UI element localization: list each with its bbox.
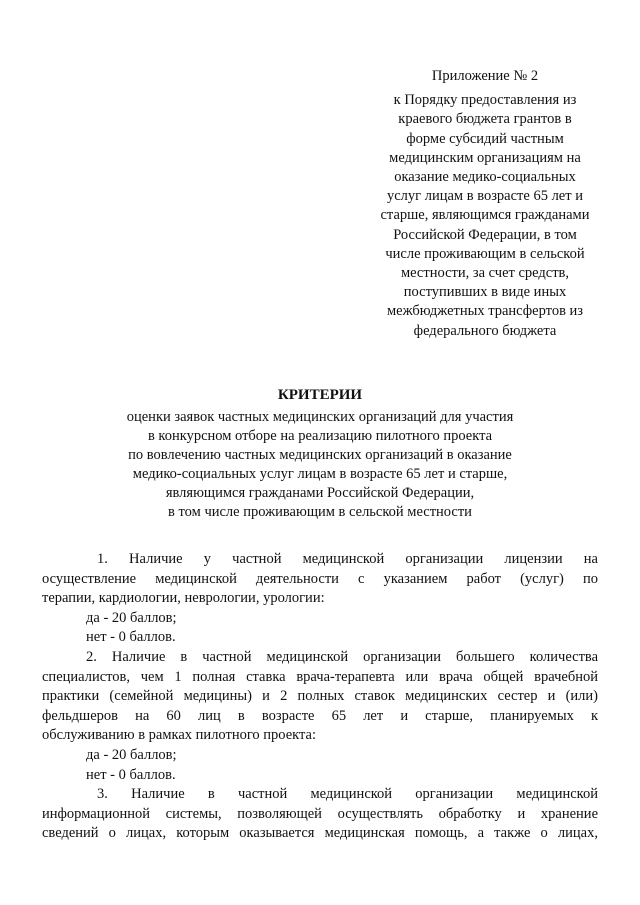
appendix-line: медицинским организациям на <box>389 149 581 166</box>
criteria-subtitle <box>0 408 640 522</box>
subtitle-line: оценки заявок частных медицинских организаций для участия <box>126 409 514 425</box>
subtitle-line: в конкурсном отборе на реализацию пилотного проекта <box>147 428 493 444</box>
criterion-2-line: специалистов, чем 1 полная ставка врача-терапевта или врача общей врачебной <box>42 668 598 685</box>
criteria-body <box>42 550 598 844</box>
appendix-line: оказание медико-социальных <box>394 169 576 186</box>
appendix-line: старше, являющимся гражданами <box>380 207 590 224</box>
appendix-line: услуг лицам в возрасте 65 лет и <box>387 188 583 205</box>
criterion-3-line: сведений о лицах, которым оказывается медицинская помощь, а также о лицах, <box>42 825 598 842</box>
appendix-line: Российской Федерации, в том <box>393 226 577 243</box>
criterion-2-yes: да - 20 баллов; <box>86 746 177 763</box>
appendix-line: поступивших в виде иных <box>403 284 567 301</box>
criterion-1-line: осуществление медицинской деятельности с указанием работ (услуг) по <box>42 570 598 587</box>
appendix-line: краевого бюджета грантов в <box>398 111 572 128</box>
subtitle-line: являющимся гражданами Российской Федерации, <box>165 485 475 501</box>
appendix-line: межбюджетных трансфертов из <box>386 303 584 320</box>
appendix-line: федерального бюджета <box>413 322 557 339</box>
criterion-2-line: 2. Наличие в частной медицинской организации большего количества <box>86 648 598 665</box>
criterion-1-no: нет - 0 баллов. <box>86 629 176 646</box>
criteria-heading: КРИТЕРИИ <box>277 387 363 403</box>
subtitle-line: по вовлечению частных медицинских организаций в оказание <box>128 447 512 463</box>
criterion-2-line: обслуживанию в рамках пилотного проекта: <box>42 727 316 744</box>
criterion-1-line: 1. Наличие у частной медицинской организации лицензии на <box>97 551 598 567</box>
criterion-1-yes: да - 20 баллов; <box>86 609 177 626</box>
criterion-2-line: фельдшеров на 60 лиц в возрасте 65 лет и старше, планируемых к <box>42 707 598 724</box>
appendix-title: Приложение № 2 <box>431 68 539 84</box>
criterion-1-line: терапии, кардиологии, неврологии, урологии: <box>42 590 325 607</box>
appendix-line: числе проживающим в сельской <box>385 245 585 262</box>
subtitle-line: в том числе проживающим в сельской местности <box>168 504 472 520</box>
appendix-line: местности, за счет средств, <box>400 265 570 282</box>
appendix-line: форме субсидий частным <box>406 130 564 147</box>
appendix-line: к Порядку предоставления из <box>393 92 577 109</box>
subtitle-line: медико-социальных услуг лицам в возрасте 65 лет и старше, <box>132 466 508 482</box>
criterion-2-line: практики (семейной медицины) и 2 полных ставок медицинских сестер и (или) <box>42 688 598 705</box>
criterion-3-line: информационной системы, позволяющей осуществлять обработку и хранение <box>42 805 598 822</box>
criterion-3-line: 3. Наличие в частной медицинской организации медицинской <box>97 786 598 803</box>
criterion-2-no: нет - 0 баллов. <box>86 766 176 783</box>
appendix-block <box>360 67 610 341</box>
